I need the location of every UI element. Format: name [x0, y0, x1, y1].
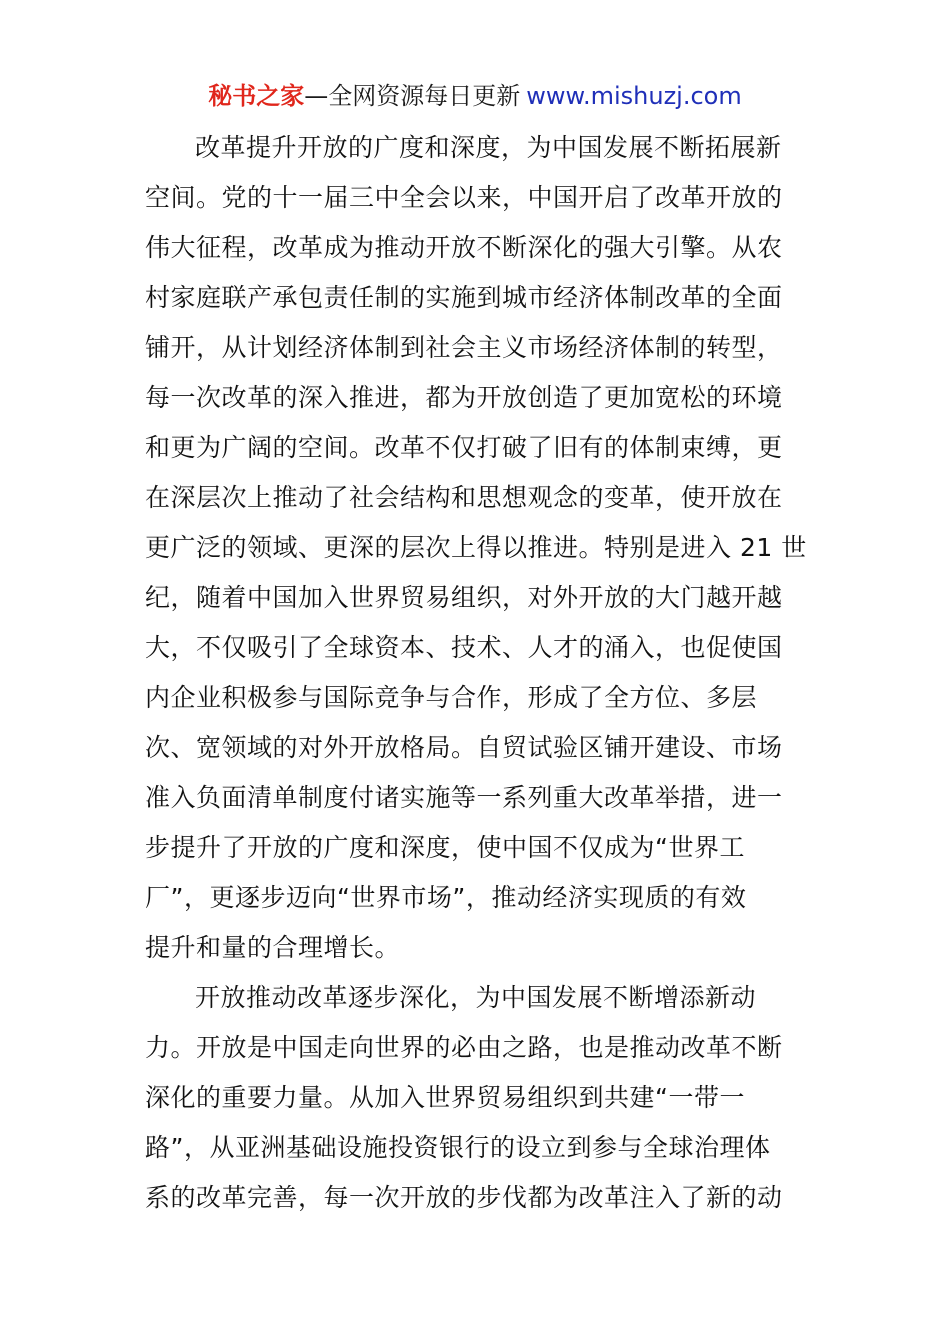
text-line: 次、宽领域的对外开放格局。自贸试验区铺开建设、市场: [145, 733, 783, 762]
text-line: 在深层次上推动了社会结构和思想观念的变革，使开放在: [145, 483, 783, 512]
text-line: 系的改革完善，每一次开放的步伐都为改革注入了新的动: [145, 1183, 783, 1212]
text-line: 准入负面清单制度付诸实施等一系列重大改革举措，进一: [145, 783, 783, 812]
text-line: 村家庭联产承包责任制的实施到城市经济体制改革的全面: [145, 283, 783, 312]
text-line: 深化的重要力量。从加入世界贸易组织到共建“一带一: [145, 1083, 745, 1112]
text-line: 力。开放是中国走向世界的必由之路，也是推动改革不断: [145, 1033, 783, 1062]
text-line: 铺开，从计划经济体制到社会主义市场经济体制的转型，: [145, 333, 783, 362]
text-line: 空间。党的十一届三中全会以来，中国开启了改革开放的: [145, 183, 783, 212]
text-line: 厂”，更逐步迈向“世界市场”，推动经济实现质的有效: [145, 883, 747, 912]
text-line: 大，不仅吸引了全球资本、技术、人才的涌入，也促使国: [145, 633, 783, 662]
page-header: [0, 80, 950, 112]
text-line: 每一次改革的深入推进，都为开放创造了更加宽松的环境: [145, 383, 783, 412]
text-line: 和更为广阔的空间。改革不仅打破了旧有的体制束缚，更: [145, 433, 783, 462]
text-line: 开放推动改革逐步深化，为中国发展不断增添新动: [195, 983, 757, 1012]
paragraph: [145, 973, 807, 1223]
text-line: 伟大征程，改革成为推动开放不断深化的强大引擎。从农: [145, 233, 783, 262]
text-line: 内企业积极参与国际竞争与合作，形成了全方位、多层: [145, 683, 758, 712]
text-line: 更广泛的领域、更深的层次上得以推进。特别是进入 21 世: [145, 533, 807, 562]
header-tagline: —全网资源每日更新: [304, 82, 521, 110]
header-url-link[interactable]: www.mishuzj.com: [526, 82, 742, 110]
paragraph: [145, 123, 807, 973]
brand-name: 秘书之家: [208, 82, 305, 110]
text-line: 路”，从亚洲基础设施投资银行的设立到参与全球治理体: [145, 1133, 771, 1162]
text-line: 纪，随着中国加入世界贸易组织，对外开放的大门越开越: [145, 583, 783, 612]
document-body: [145, 123, 807, 1223]
text-line: 提升和量的合理增长。: [145, 933, 401, 962]
text-line: 步提升了开放的广度和深度，使中国不仅成为“世界工: [145, 833, 745, 862]
text-line: 改革提升开放的广度和深度，为中国发展不断拓展新: [195, 133, 782, 162]
